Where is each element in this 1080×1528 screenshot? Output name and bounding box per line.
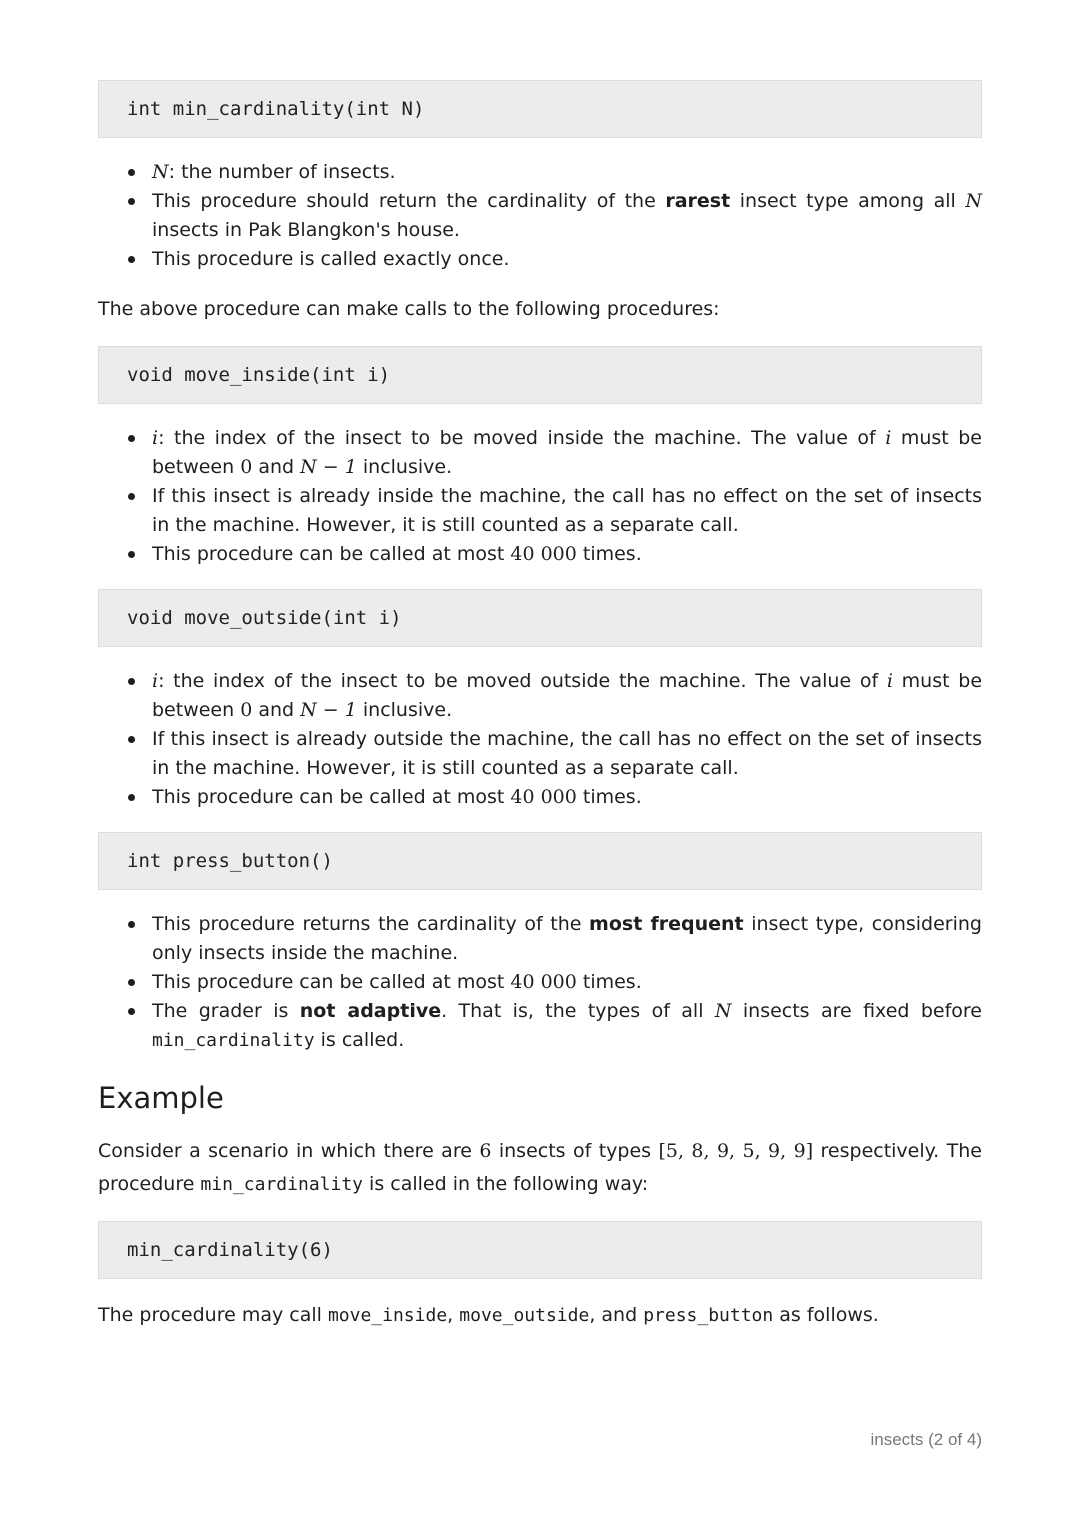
page-footer: insects (2 of 4): [870, 1430, 982, 1449]
move-inside-signature: void move_inside(int i): [98, 346, 982, 404]
press-button-bullets: [98, 910, 982, 1055]
list-item: If this insect is already inside the machine, the call has no effect on the set of insects in the machine. However, it is still counted as a separate call.: [152, 482, 982, 540]
list-item: i: the index of the insect to be moved outside the machine. The value of i must be between 0 and N − 1 inclusive.: [152, 667, 982, 725]
min-cardinality-bullets: [98, 158, 982, 274]
example-call: min_cardinality(6): [98, 1221, 982, 1279]
move-outside-bullets: [98, 667, 982, 812]
example-heading: Example: [98, 1081, 224, 1115]
move-outside-signature: void move_outside(int i): [98, 589, 982, 647]
example-calls-paragraph: The procedure may call move_inside, move_outside, and press_button as follows.: [98, 1304, 879, 1326]
list-item: i: the index of the insect to be moved inside the machine. The value of i must be between 0 and N − 1 inclusive.: [152, 424, 982, 482]
calls-intro: The above procedure can make calls to the following procedures:: [98, 298, 720, 320]
list-item: This procedure can be called at most 40 000 times.: [152, 540, 982, 569]
list-item: This procedure can be called at most 40 000 times.: [152, 968, 982, 997]
list-item: This procedure can be called at most 40 000 times.: [152, 783, 982, 812]
list-item: The grader is not adaptive. That is, the types of all N insects are fixed before min_cardinality is called.: [152, 997, 982, 1055]
list-item: This procedure returns the cardinality of the most frequent insect type, considering only insects inside the machine.: [152, 910, 982, 968]
min-cardinality-signature: int min_cardinality(int N): [98, 80, 982, 138]
document-page: [98, 80, 982, 1332]
list-item: N: the number of insects.: [152, 158, 982, 187]
list-item: This procedure is called exactly once.: [152, 245, 982, 274]
list-item: This procedure should return the cardinality of the rarest insect type among all N insects in Pak Blangkon's house.: [152, 187, 982, 245]
example-paragraph: Consider a scenario in which there are 6 insects of types [5, 8, 9, 5, 9, 9] respectively. The procedure min_cardinality is called in the following way:: [98, 1140, 982, 1195]
press-button-signature: int press_button(): [98, 832, 982, 890]
move-inside-bullets: [98, 424, 982, 569]
list-item: If this insect is already outside the machine, the call has no effect on the set of insects in the machine. However, it is still counted as a separate call.: [152, 725, 982, 783]
